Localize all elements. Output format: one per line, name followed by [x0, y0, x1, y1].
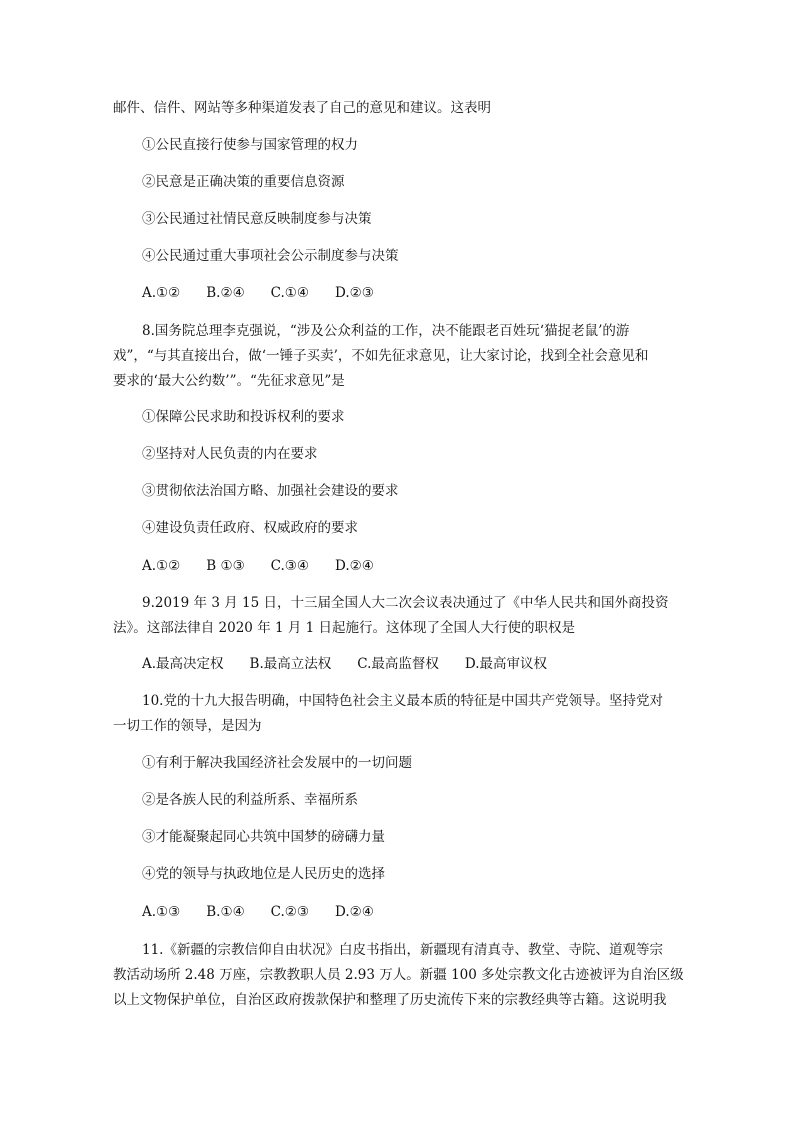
- q7-item-1: ①公民直接行使参与国家管理的权力: [142, 137, 358, 153]
- q7-option-d: D.②③: [335, 285, 374, 301]
- q11-stem-line-3: 以上文物保护单位，自治区政府拨款保护和整理了历史流传下来的宗教经典等古籍。这说明我: [113, 992, 667, 1008]
- q7-item-3: ③公民通过社情民意反映制度参与决策: [142, 211, 372, 227]
- q8-stem-line-1: 8.国务院总理李克强说，“涉及公众利益的工作，决不能跟老百姓玩‘猫捉老鼠’的游: [142, 323, 630, 339]
- q11-stem-line-2: 教活动场所 2.48 万座，宗教教职人员 2.93 万人。新疆 100 多处宗教文化古迹被评为自治区级: [113, 967, 684, 983]
- q7-options: [142, 283, 400, 303]
- q8-item-1: ①保障公民求助和投诉权利的要求: [142, 409, 345, 425]
- q9-option-d: D.最高审议权: [464, 656, 548, 672]
- q9-options: [142, 654, 573, 674]
- q10-options: [142, 902, 400, 922]
- q11-stem-line-1: 11.《新疆的宗教信仰自由状况》白皮书指出，新疆现有清真寺、教堂、寺院、道观等宗: [142, 942, 663, 958]
- q10-item-4: ④党的领导与执政地位是人民历史的选择: [142, 866, 385, 882]
- q10-stem-line-2: 一切工作的领导，是因为: [113, 718, 262, 734]
- q7-option-a: A.①②: [142, 285, 181, 301]
- q10-option-b: B.①④: [206, 904, 245, 920]
- q8-item-4: ④建设负责任政府、权威政府的要求: [142, 520, 358, 536]
- q7-option-c: C.①④: [270, 285, 310, 301]
- q10-item-3: ③才能凝聚起同心共筑中国梦的磅礴力量: [142, 829, 385, 845]
- q8-option-d: D.②④: [335, 558, 374, 574]
- q9-stem-line-2: 法》。这部法律自 2020 年 1 月 1 日起施行。这体现了全国人大行使的职权是: [113, 620, 576, 636]
- q8-item-2: ②坚持对人民负责的内在要求: [142, 446, 318, 462]
- q7-item-4: ④公民通过重大事项社会公示制度参与决策: [142, 248, 399, 264]
- q9-option-a: A.最高决定权: [142, 656, 224, 672]
- q10-stem-line-1: 10.党的十九大报告明确，中国特色社会主义最本质的特征是中国共产党领导。坚持党对: [142, 693, 663, 709]
- q10-option-c: C.②③: [270, 904, 310, 920]
- q8-item-3: ③贯彻依法治国方略、加强社会建设的要求: [142, 483, 399, 499]
- q7-item-2: ②民意是正确决策的重要信息资源: [142, 174, 345, 190]
- q7-option-b: B.②④: [206, 285, 245, 301]
- q10-item-2: ②是各族人民的利益所系、幸福所系: [142, 792, 358, 808]
- q9-option-c: C.最高监督权: [357, 656, 439, 672]
- q9-option-b: B.最高立法权: [249, 656, 332, 672]
- q10-item-1: ①有利于解决我国经济社会发展中的一切问题: [142, 755, 412, 771]
- q8-options: [142, 556, 400, 576]
- q8-option-b: B ①③: [206, 558, 245, 574]
- q8-option-a: A.①②: [142, 558, 181, 574]
- q9-stem-line-1: 9.2019 年 3 月 15 日，十三届全国人大二次会议表决通过了《中华人民共和国外商投资: [142, 595, 669, 611]
- q8-stem-line-2: 戏”，“与其直接出台，做‘一锤子买卖’，不如先征求意见，让大家讨论，找到全社会意见和: [113, 348, 649, 364]
- q8-stem-line-3: 要求的‘最大公约数’”。“先征求意见”是: [113, 373, 345, 389]
- q7-stem-tail: 邮件、信件、网站等多种渠道发表了自己的意见和建议。这表明: [113, 100, 491, 116]
- q10-option-a: A.①③: [142, 904, 181, 920]
- q8-option-c: C.③④: [270, 558, 310, 574]
- q10-option-d: D.②④: [335, 904, 374, 920]
